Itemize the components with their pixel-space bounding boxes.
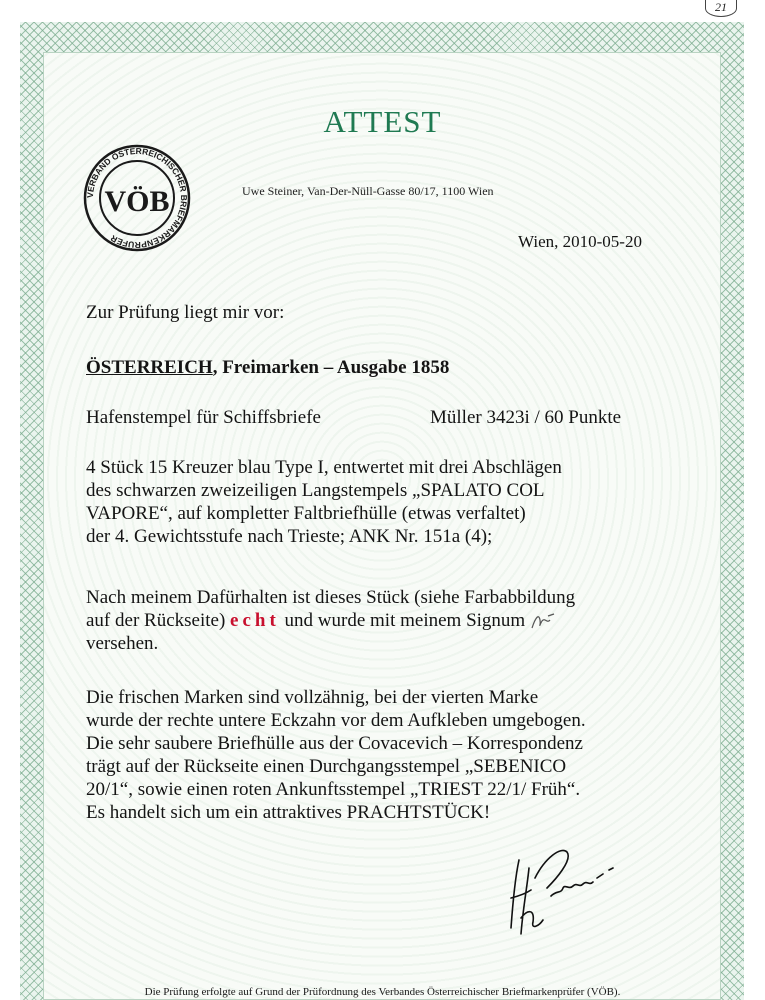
issue-name: , Freimarken – Ausgabe 1858 <box>212 357 450 378</box>
signum-icon <box>530 612 556 630</box>
certificate-title: ATTEST <box>323 104 442 139</box>
notes-line: Die frischen Marken sind vollzähnig, bei der vierten Marke <box>86 687 539 708</box>
place-date: Wien, 2010-05-20 <box>518 232 642 251</box>
issue-heading <box>86 356 449 379</box>
footer-note: Die Prüfung erfolgte auf Grund der Prüfordnung des Verbandes Österreichischer Briefmarkenprüfer (VÖB). <box>144 986 621 998</box>
country-name: ÖSTERREICH <box>86 357 213 378</box>
examiner-address: Uwe Steiner, Van-Der-Nüll-Gasse 80/17, 1100 Wien <box>242 184 494 198</box>
description-line: 4 Stück 15 Kreuzer blau Type I, entwertet mit drei Abschlägen <box>86 457 562 478</box>
notes-line: 20/1“, sowie einen roten Ankunftsstempel „TRIEST 22/1/ Früh“. <box>86 779 581 800</box>
page-number: 21 <box>705 0 737 17</box>
description-line: des schwarzen zweizeiligen Langstempels „SPALATO COL <box>86 480 545 501</box>
opinion-text: auf der Rückseite) <box>86 610 231 631</box>
notes-line: wurde der rechte untere Eckzahn vor dem Aufkleben umgebogen. <box>86 710 586 731</box>
cancel-type: Hafenstempel für Schiffsbriefe <box>86 407 321 428</box>
notes-line: Es handelt sich um ein attraktives PRACHTSTÜCK! <box>86 802 491 823</box>
catalogue-reference: Müller 3423i / 60 Punkte <box>430 407 622 428</box>
opinion-line: Nach meinem Dafürhalten ist dieses Stück (siehe Farbabbildung <box>86 587 576 608</box>
opinion-line <box>86 609 686 632</box>
description-line: VAPORE“, auf kompletter Faltbriefhülle (etwas verfaltet) <box>86 503 526 524</box>
authenticity-opinion <box>86 586 686 655</box>
voeb-seal-icon <box>82 143 192 253</box>
notes-line: trägt auf der Rückseite einen Durchgangsstempel „SEBENICO <box>86 756 567 777</box>
svg-text:VÖB: VÖB <box>104 185 170 218</box>
intro-text: Zur Prüfung liegt mir vor: <box>86 302 285 323</box>
cancel-type-line <box>86 406 666 429</box>
description-line: der 4. Gewichtsstufe nach Trieste; ANK Nr. 151a (4); <box>86 526 493 547</box>
opinion-line: versehen. <box>86 633 159 654</box>
echt-verdict: echt <box>230 610 280 631</box>
examiner-signature-icon <box>505 838 615 938</box>
item-description <box>86 456 686 548</box>
opinion-text: und wurde mit meinem Signum <box>279 610 530 631</box>
notes-line: Die sehr saubere Briefhülle aus der Covacevich – Korrespondenz <box>86 733 583 754</box>
condition-notes <box>86 686 696 824</box>
svg-text:VERBAND ÖSTERREICHISCHER BRIEF: VERBAND ÖSTERREICHISCHER BRIEFMARKENPRÜFER <box>84 145 190 251</box>
